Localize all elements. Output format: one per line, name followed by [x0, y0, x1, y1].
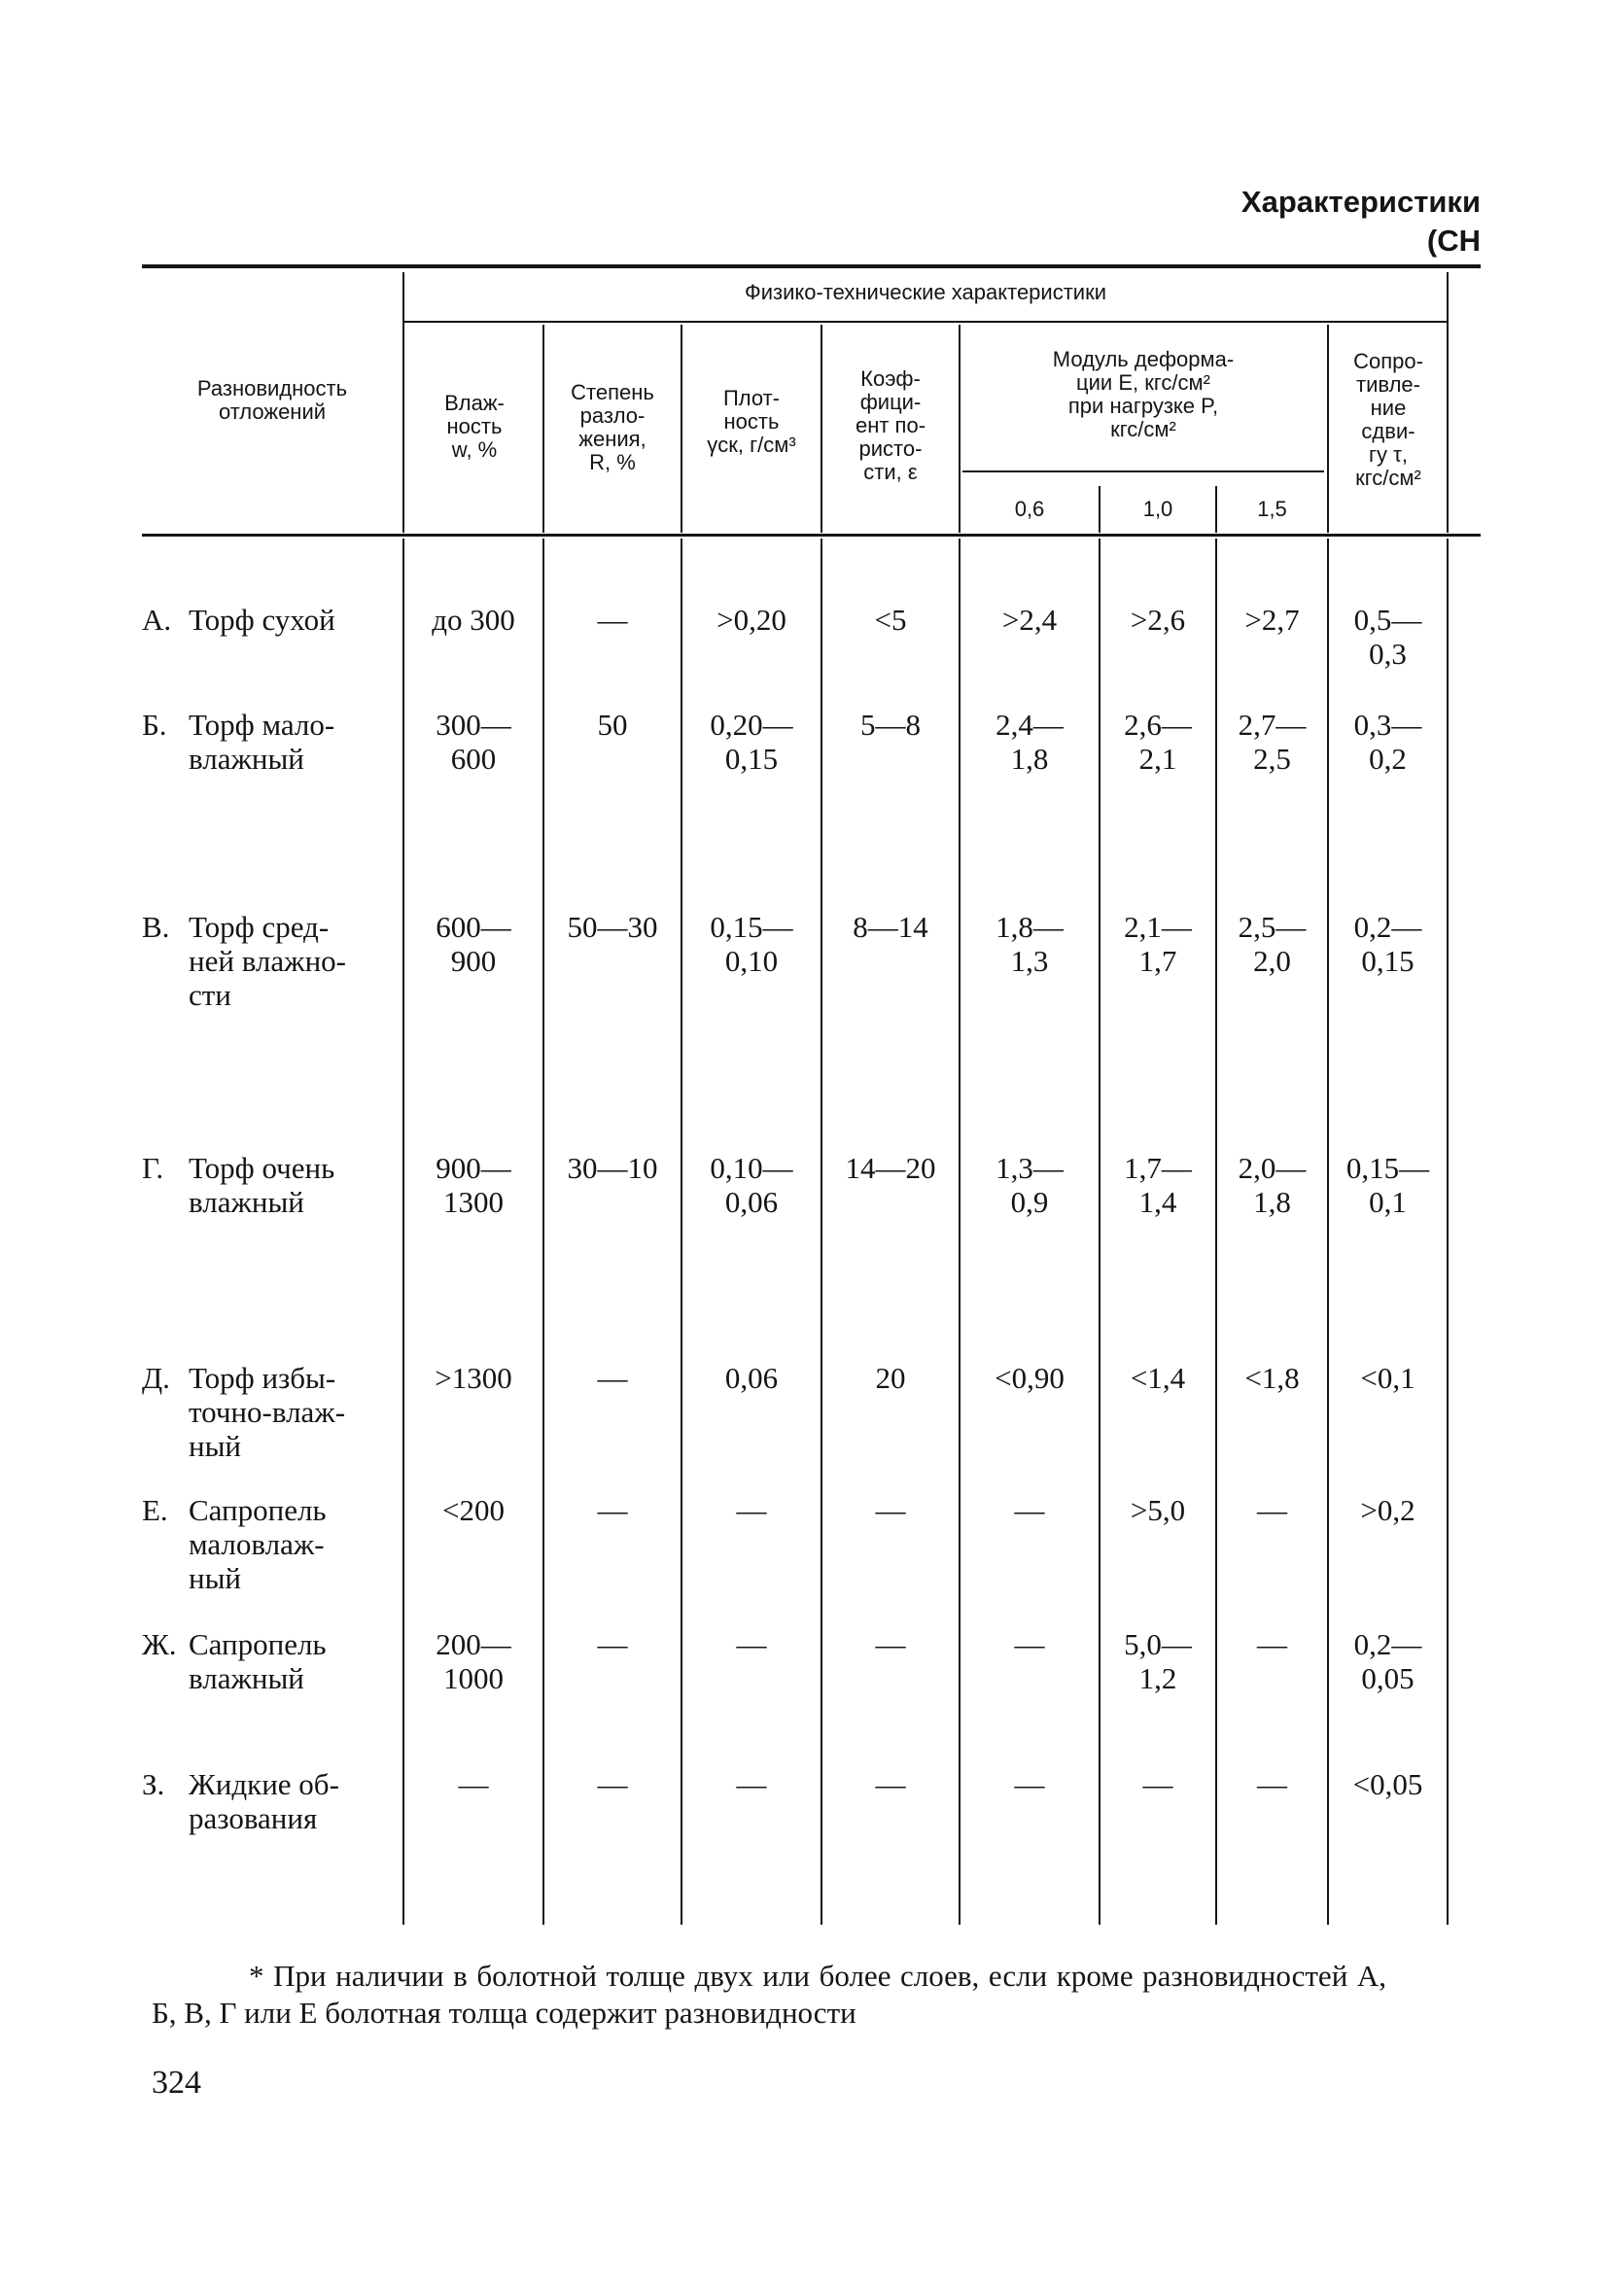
table-cell: 900— 1300 [436, 1151, 511, 1219]
table-cell: 20 [875, 1361, 906, 1395]
row-label [142, 1627, 397, 1695]
table-cell: 5,0— 1,2 [1124, 1627, 1192, 1695]
footnote: * При наличии в болотной толще двух или более слоев, если кроме разновидностей А, Б, В, Г или Е болотная толща содержит разновидности [152, 1959, 1386, 2030]
table-cell: — [875, 1627, 906, 1661]
row-label [142, 1151, 397, 1219]
table-cell: — [1142, 1767, 1173, 1801]
table-cell: 200— 1000 [436, 1627, 511, 1695]
header-moisture: Влаж- ность w, % [444, 391, 505, 462]
table-cell: 0,15— 0,1 [1345, 1151, 1430, 1219]
table-cell: — [736, 1627, 767, 1661]
row-name: Торф сухой [189, 603, 335, 637]
row-name: Сапропель влажный [189, 1627, 327, 1695]
table-cell: 0,5— 0,3 [1353, 603, 1422, 671]
table-cell: 14—20 [845, 1151, 936, 1185]
table-cell: 8—14 [853, 910, 928, 944]
table-cell: 300— 600 [436, 708, 511, 776]
row-name: Торф очень влажный [189, 1151, 335, 1219]
table-cell: 2,5— 2,0 [1238, 910, 1307, 978]
table-cell: 30—10 [567, 1151, 658, 1185]
table-cell: — [1014, 1493, 1045, 1527]
row-letter: Д. [142, 1361, 170, 1395]
body-rule-2 [542, 539, 544, 1925]
row-name: Торф сред- ней влажно- сти [189, 910, 346, 1012]
header-porosity: Коэф- фици- ент по- ристо- сти, ε [855, 366, 926, 484]
table-cell: 2,7— 2,5 [1238, 708, 1307, 776]
table-cell: 2,0— 1,8 [1238, 1151, 1307, 1219]
header-load-1-0: 1,0 [1142, 497, 1173, 521]
table-cell: 1,7— 1,4 [1124, 1151, 1192, 1219]
row-label [142, 603, 397, 637]
header-density: Плот- ность γск, г/см³ [707, 386, 796, 457]
header-variety: Разновидность отложений [196, 376, 348, 424]
row-label [142, 1493, 397, 1595]
header-bottom-rule [142, 534, 1481, 537]
table-cell: — [1257, 1767, 1287, 1801]
row-letter: Г. [142, 1151, 164, 1185]
page-title-line-1: Характеристики [1240, 185, 1481, 219]
header-load-1-5: 1,5 [1257, 497, 1287, 521]
table-cell: 0,15— 0,10 [710, 910, 793, 978]
row-label [142, 910, 397, 1012]
table-cell: >2,7 [1244, 603, 1300, 637]
table-cell: — [1257, 1627, 1287, 1661]
col-rule-1 [402, 272, 404, 533]
table-cell: — [597, 1493, 628, 1527]
table-cell: >2,4 [1001, 603, 1058, 637]
table-cell: 0,06 [724, 1361, 779, 1395]
row-letter: Е. [142, 1493, 168, 1527]
table-cell: 600— 900 [436, 910, 511, 978]
table-cell: >0,20 [716, 603, 786, 637]
table-cell: <0,1 [1360, 1361, 1415, 1395]
header-load-0-6: 0,6 [1014, 497, 1045, 521]
row-letter: А. [142, 603, 172, 637]
table-cell: — [875, 1493, 906, 1527]
table-cell: 50—30 [567, 910, 658, 944]
table-cell: 0,20— 0,15 [710, 708, 793, 776]
body-right-rule [1447, 539, 1449, 1925]
row-letter: З. [142, 1767, 165, 1801]
table-cell: 50 [597, 708, 628, 742]
table-cell: >1300 [435, 1361, 512, 1395]
table-cell: 2,4— 1,8 [996, 708, 1064, 776]
row-name: Сапропель маловлаж- ный [189, 1493, 327, 1595]
page-title-line-2: (СН [1426, 224, 1481, 258]
table-cell: 0,2— 0,15 [1353, 910, 1422, 978]
table-cell: 1,3— 0,9 [996, 1151, 1064, 1219]
row-name: Торф избы- точно-влаж- ный [189, 1361, 346, 1463]
table-cell: 2,1— 1,7 [1124, 910, 1192, 978]
table-cell: 2,6— 2,1 [1124, 708, 1192, 776]
table-cell: <200 [442, 1493, 505, 1527]
table-cell: — [736, 1767, 767, 1801]
table-cell: — [1014, 1767, 1045, 1801]
table-cell: 0,3— 0,2 [1353, 708, 1422, 776]
page-title [1241, 183, 1481, 261]
table-cell: — [597, 1627, 628, 1661]
row-letter: Ж. [142, 1627, 177, 1661]
row-letter: Б. [142, 708, 167, 742]
row-label [142, 1767, 397, 1835]
table-cell: — [458, 1767, 489, 1801]
table-cell: — [597, 603, 628, 637]
header-decomposition: Степень разло- жения, R, % [571, 380, 654, 474]
table-cell: >5,0 [1130, 1493, 1186, 1527]
table-cell: — [736, 1493, 767, 1527]
table-cell: 0,2— 0,05 [1353, 1627, 1422, 1695]
table-cell: — [1014, 1627, 1045, 1661]
table-cell: <1,8 [1244, 1361, 1300, 1395]
row-name: Жидкие об- разования [189, 1767, 339, 1835]
row-name: Торф мало- влажный [189, 708, 335, 776]
table-cell: >0,2 [1360, 1493, 1415, 1527]
table-cell: 0,10— 0,06 [710, 1151, 793, 1219]
table-cell: <0,05 [1352, 1767, 1423, 1801]
table-cell: <5 [874, 603, 907, 637]
header-group: Физико-технические характеристики [744, 280, 1106, 304]
modulus-subheader-rule [962, 470, 1324, 472]
table-cell: <0,90 [995, 1361, 1065, 1395]
body-rule-4 [821, 539, 822, 1925]
table-cell: <1,4 [1130, 1361, 1186, 1395]
group-header-rule [404, 321, 1449, 323]
table-cell: — [875, 1767, 906, 1801]
row-label [142, 1361, 397, 1463]
row-letter: В. [142, 910, 170, 944]
table-cell: 5—8 [860, 708, 921, 742]
table-cell: 1,8— 1,3 [996, 910, 1064, 978]
row-label [142, 708, 397, 776]
table-top-rule [142, 264, 1481, 268]
header-shear: Сопро- тивле- ние сдви- гу τ, кгс/см² [1353, 349, 1423, 490]
table-cell: — [597, 1361, 628, 1395]
table-cell: — [1257, 1493, 1287, 1527]
table-cell: до 300 [432, 603, 515, 637]
table-cell: — [597, 1767, 628, 1801]
page-number: 324 [152, 2065, 201, 2101]
header-modulus: Модуль деформа- ции E, кгс/см² при нагрузке P, кгс/см² [1052, 347, 1235, 441]
table-cell: >2,6 [1130, 603, 1186, 637]
